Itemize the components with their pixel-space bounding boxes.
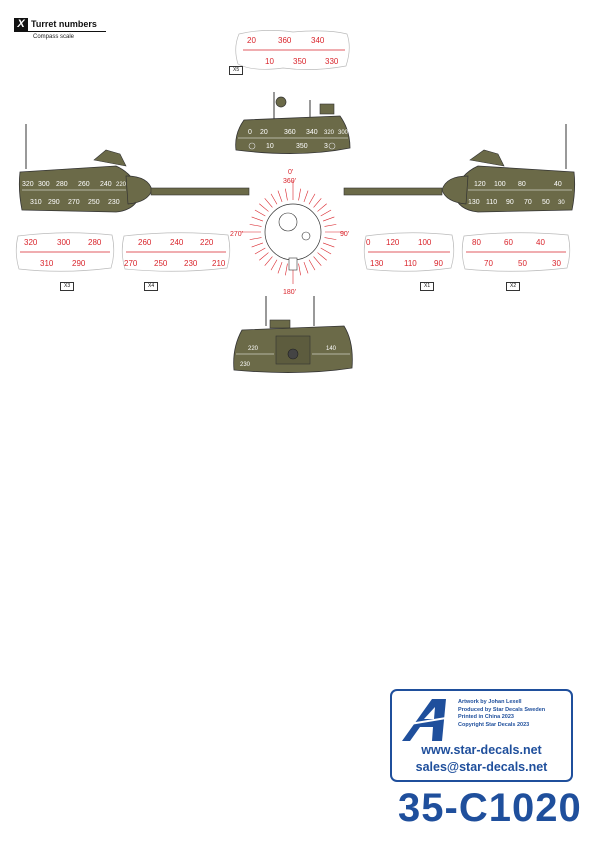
- product-code: 35-C1020: [398, 786, 582, 830]
- label-x3: X3: [60, 282, 74, 291]
- compass-north: 0': [288, 169, 294, 176]
- front-top-2: 360: [284, 129, 296, 136]
- compass-ray: [278, 262, 282, 273]
- email-link[interactable]: sales@star-decals.net: [415, 760, 548, 774]
- compass-ray: [304, 262, 308, 273]
- turret-top-outline: [265, 204, 321, 260]
- x2-bottom-1: 50: [518, 259, 527, 268]
- x1-top-2: 100: [418, 238, 432, 247]
- front-top-5: 300: [338, 130, 349, 136]
- front-top-3: 340: [306, 129, 318, 136]
- rear-top-1: 140: [326, 346, 337, 352]
- turret-left-view: [16, 124, 252, 214]
- compass-ray: [304, 191, 308, 202]
- right-top-0: 120: [474, 181, 486, 188]
- x4-bottom-1: 250: [154, 259, 168, 268]
- left-top-0: 320: [22, 181, 34, 188]
- left-bottom-4: 230: [108, 199, 120, 206]
- right-bottom-0: 130: [468, 199, 480, 206]
- right-bottom-5: 30: [558, 200, 565, 206]
- right-top-1: 100: [494, 181, 506, 188]
- x5-bottom-1: 350: [293, 57, 307, 66]
- compass-ray: [278, 191, 282, 202]
- right-bottom-4: 50: [542, 199, 550, 206]
- credits-text: [458, 699, 545, 729]
- x5-top-1: 360: [278, 36, 292, 45]
- decal-x4: [120, 230, 232, 274]
- left-top-2: 280: [56, 181, 68, 188]
- front-bottom-1: 350: [296, 143, 308, 150]
- front-bottom-2: 3: [324, 143, 328, 150]
- x2-bottom-2: 30: [552, 259, 561, 268]
- x5-top-2: 340: [311, 36, 325, 45]
- left-bottom-2: 270: [68, 199, 80, 206]
- compass-ray: [265, 257, 273, 266]
- compass-north-360: 360': [283, 178, 297, 185]
- compass-ray: [325, 224, 337, 226]
- x3-bottom-0: 310: [40, 259, 54, 268]
- compass-ray: [285, 264, 287, 276]
- x4-top-0: 260: [138, 238, 152, 247]
- turret-rear-view: [230, 296, 356, 376]
- compass-ray: [321, 248, 331, 254]
- compass-ray: [309, 260, 315, 270]
- credit-line: Produced by Star Decals Sweden: [458, 706, 546, 713]
- section-badge: X: [14, 18, 28, 31]
- x2-top-2: 40: [536, 238, 545, 247]
- x1-top-1: 120: [386, 238, 400, 247]
- label-x1: X1: [420, 282, 434, 291]
- compass-ray: [250, 238, 262, 240]
- credit-line: Printed in China 2023: [458, 714, 514, 720]
- turret-right-view: [342, 124, 578, 214]
- compass-ray: [259, 204, 268, 212]
- credits-box: [390, 689, 573, 782]
- star-decals-logo: [402, 697, 454, 743]
- compass-ray: [255, 210, 265, 216]
- x1-bottom-1: 110: [404, 259, 417, 268]
- section-subtitle: Compass scale: [33, 34, 75, 40]
- credit-line: Artwork by Johan Lexell: [458, 699, 522, 705]
- left-top-1: 300: [38, 181, 50, 188]
- compass-ray: [309, 194, 315, 204]
- x5-bottom-0: 10: [265, 57, 274, 66]
- compass-ray: [271, 260, 277, 270]
- front-top-4: 320: [324, 130, 335, 136]
- label-x5: X5: [229, 66, 243, 75]
- compass-south: 180': [283, 289, 297, 296]
- compass-ray: [323, 217, 334, 221]
- credit-line: Copyright Star Decals 2023: [458, 721, 530, 728]
- right-bottom-3: 70: [524, 199, 532, 206]
- compass-ray: [265, 198, 273, 207]
- label-x2: X2: [506, 282, 520, 291]
- x4-top-2: 220: [200, 238, 214, 247]
- compass-east: 90': [340, 231, 350, 238]
- rear-port: [288, 349, 298, 359]
- compass-ray: [255, 248, 265, 254]
- right-top-2: 80: [518, 181, 526, 188]
- label-x4: X4: [144, 282, 158, 291]
- x3-top-2: 280: [88, 238, 102, 247]
- left-bottom-1: 290: [48, 199, 60, 206]
- section-header: [14, 18, 106, 31]
- compass-ray: [321, 210, 331, 216]
- left-bottom-0: 310: [30, 199, 42, 206]
- x1-bottom-0: 130: [370, 259, 384, 268]
- compass-ray: [318, 253, 327, 261]
- x4-bottom-0: 270: [124, 259, 138, 268]
- decal-x5: [233, 28, 353, 72]
- compass-ray: [314, 257, 322, 266]
- x2-top-1: 60: [504, 238, 513, 247]
- gun-barrel-top: [289, 258, 297, 270]
- front-bottom-0: 10: [266, 143, 274, 150]
- left-top-5: 220: [116, 182, 127, 188]
- front-top-0: 0: [248, 129, 252, 136]
- decal-x1: [362, 230, 456, 274]
- x3-top-0: 320: [24, 238, 38, 247]
- left-top-4: 240: [100, 181, 112, 188]
- compass-ray: [259, 253, 268, 261]
- x5-bottom-2: 330: [325, 57, 339, 66]
- front-top-1: 20: [260, 129, 268, 136]
- x5-top-0: 20: [247, 36, 256, 45]
- compass-diagram: [228, 164, 358, 298]
- x2-top-0: 80: [472, 238, 481, 247]
- compass-west: 270': [230, 231, 244, 238]
- x4-bottom-2: 230: [184, 259, 198, 268]
- right-bottom-2: 90: [506, 199, 514, 206]
- compass-ray: [252, 217, 263, 221]
- header-underline: [14, 31, 106, 32]
- compass-ray: [325, 238, 337, 240]
- left-bottom-3: 250: [88, 199, 100, 206]
- decal-x3: [14, 230, 116, 274]
- x2-bottom-0: 70: [484, 259, 493, 268]
- right-top-3: 40: [554, 181, 562, 188]
- compass-ray: [299, 264, 301, 276]
- decal-x2: [460, 230, 572, 274]
- compass-ray: [250, 224, 262, 226]
- section-title: Turret numbers: [31, 19, 97, 29]
- compass-ray: [252, 243, 263, 247]
- rear-bottom-0: 230: [240, 362, 251, 368]
- right-bottom-1: 110: [486, 199, 498, 206]
- rear-top-0: 220: [248, 346, 259, 352]
- compass-ray: [318, 204, 327, 212]
- x1-bottom-2: 90: [434, 259, 443, 268]
- x4-top-1: 240: [170, 238, 184, 247]
- compass-ray: [323, 243, 334, 247]
- website-link[interactable]: www.star-decals.net: [421, 743, 542, 757]
- compass-ray: [285, 189, 287, 201]
- x3-top-1: 300: [57, 238, 71, 247]
- x4-bottom-3: 210: [212, 259, 226, 268]
- x1-top-0: 0: [366, 238, 371, 247]
- compass-ray: [271, 194, 277, 204]
- left-top-3: 260: [78, 181, 90, 188]
- compass-ray: [314, 198, 322, 207]
- x3-bottom-1: 290: [72, 259, 86, 268]
- compass-ray: [299, 189, 301, 201]
